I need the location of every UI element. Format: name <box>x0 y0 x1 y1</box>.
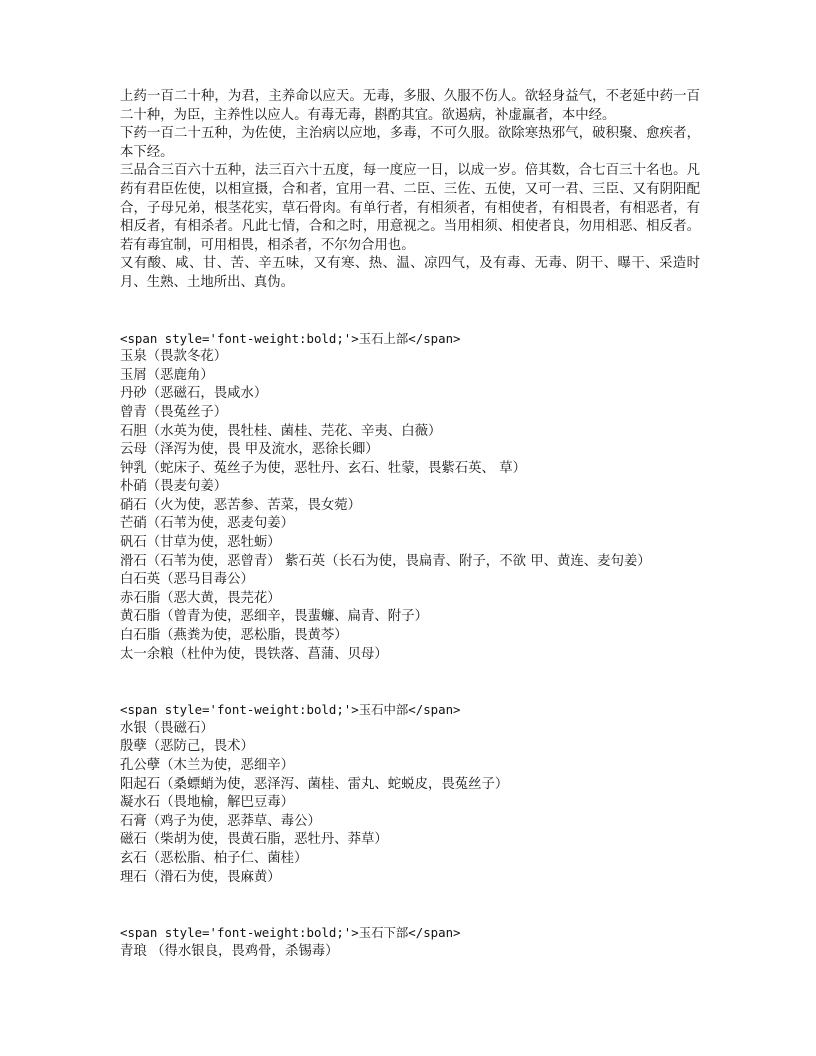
section-heading: <span style='font-weight:bold;'>玉石下部</span> <box>120 925 461 941</box>
section-heading: <span style='font-weight:bold;'>玉石上部</span> <box>120 330 461 346</box>
list-item: 曾青（畏菟丝子） <box>120 404 228 420</box>
list-item: 青琅 （得水银良，畏鸡骨，杀锡毒） <box>120 943 339 959</box>
list-item: 丹砂（恶磁石，畏咸水） <box>120 386 268 402</box>
list-item: 凝水石（畏地榆，解巴豆毒） <box>120 795 295 811</box>
list-item: 钟乳（蛇床子、菟丝子为使，恶牡丹、玄石、牡蒙，畏紫石英、 草） <box>120 460 526 476</box>
list-item: 磁石（柴胡为使，畏黄石脂，恶牡丹、莽草） <box>120 832 388 848</box>
document-page <box>120 88 700 961</box>
section-spacer <box>120 887 700 924</box>
list-item: 白石英（恶马目毒公） <box>120 572 254 588</box>
list-item: 芒硝（石苇为使，恶麦句姜） <box>120 516 295 532</box>
list-item: 滑石（石苇为使，恶曾青） 紫石英（长石为使，畏扁青、附子，不欲 甲、黄连、麦句姜） <box>120 553 651 569</box>
list-item: 理石（滑石为使，畏麻黄） <box>120 869 281 885</box>
list-item: 赤石脂（恶大黄，畏芫花） <box>120 590 281 606</box>
intro-paragraph-2: 下药一百二十五种，为佐使，主治病以应地，多毒，不可久服。欲除寒热邪气，破积聚、愈疾者，本下经。 <box>120 126 700 160</box>
list-item: 石胆（水英为使，畏牡桂、菌桂、芫花、辛夷、白薇） <box>120 423 442 439</box>
list-item: 太一余粮（杜仲为使，畏铁落、菖蒲、贝母） <box>120 646 388 662</box>
section-spacer <box>120 664 700 701</box>
list-item: 白石脂（燕粪为使，恶松脂，畏黄芩） <box>120 628 348 644</box>
intro-paragraph-3: 三品合三百六十五种，法三百六十五度，每一度应一日，以成一岁。倍其数，合七百三十名也。凡药有君臣佐使，以相宣摄，合和者，宜用一君、二臣、三佐、五使，又可一君、三臣、又有阴阳配合，子母兄弟，根茎花实，草石骨肉。有单行者，有相须者，有相使者，有相畏者，有相恶者，有相反者，有相杀者。凡此七情，合和之时，用意视之。当用相须、相使者良，勿用相恶、相反者。若有毒宜制，可用相畏，相杀者，不尔勿合用也。 <box>120 163 700 253</box>
intro-paragraph-4: 又有酸、咸、甘、苦、辛五味，又有寒、热、温、凉四气，及有毒、无毒、阴干、曝干、采造时月、生熟、土地所出、真伪。 <box>120 256 700 290</box>
section-spacer <box>120 293 700 330</box>
list-item: 朴硝（畏麦句姜） <box>120 479 228 495</box>
intro-paragraph-1: 上药一百二十种，为君，主养命以应天。无毒，多服、久服不伤人。欲轻身益气，不老延中药一百二十种，为臣，主养性以应人。有毒无毒，斟酌其宜。欲遏病，补虚羸者，本中经。 <box>120 89 700 123</box>
list-item: 阳起石（桑螵蛸为使，恶泽泻、菌桂、雷丸、蛇蜕皮，畏菟丝子） <box>120 776 509 792</box>
list-item: 殷孽（恶防己，畏术） <box>120 739 254 755</box>
list-item: 玄石（恶松脂、柏子仁、菌桂） <box>120 850 308 866</box>
list-item: 石膏（鸡子为使，恶莽草、毒公） <box>120 813 321 829</box>
list-item: 孔公孽（木兰为使，恶细辛） <box>120 758 295 773</box>
list-item: 水银（畏磁石） <box>120 720 214 736</box>
list-item: 黄石脂（曾青为使，恶细辛，畏蜚蠊、扁青、附子） <box>120 609 428 625</box>
section-lower <box>120 924 700 961</box>
list-item: 硝石（火为使，恶苦参、苦菜，畏女菀） <box>120 497 362 513</box>
list-item: 矾石（甘草为使，恶牡蛎） <box>120 535 281 551</box>
list-item: 玉泉（畏款冬花） <box>120 349 228 365</box>
section-middle <box>120 701 700 887</box>
section-upper <box>120 330 700 665</box>
list-item: 玉屑（恶鹿角） <box>120 367 214 383</box>
section-heading: <span style='font-weight:bold;'>玉石中部</span> <box>120 702 461 718</box>
list-item: 云母（泽泻为使，畏 甲及流水，恶徐长卿） <box>120 442 379 458</box>
